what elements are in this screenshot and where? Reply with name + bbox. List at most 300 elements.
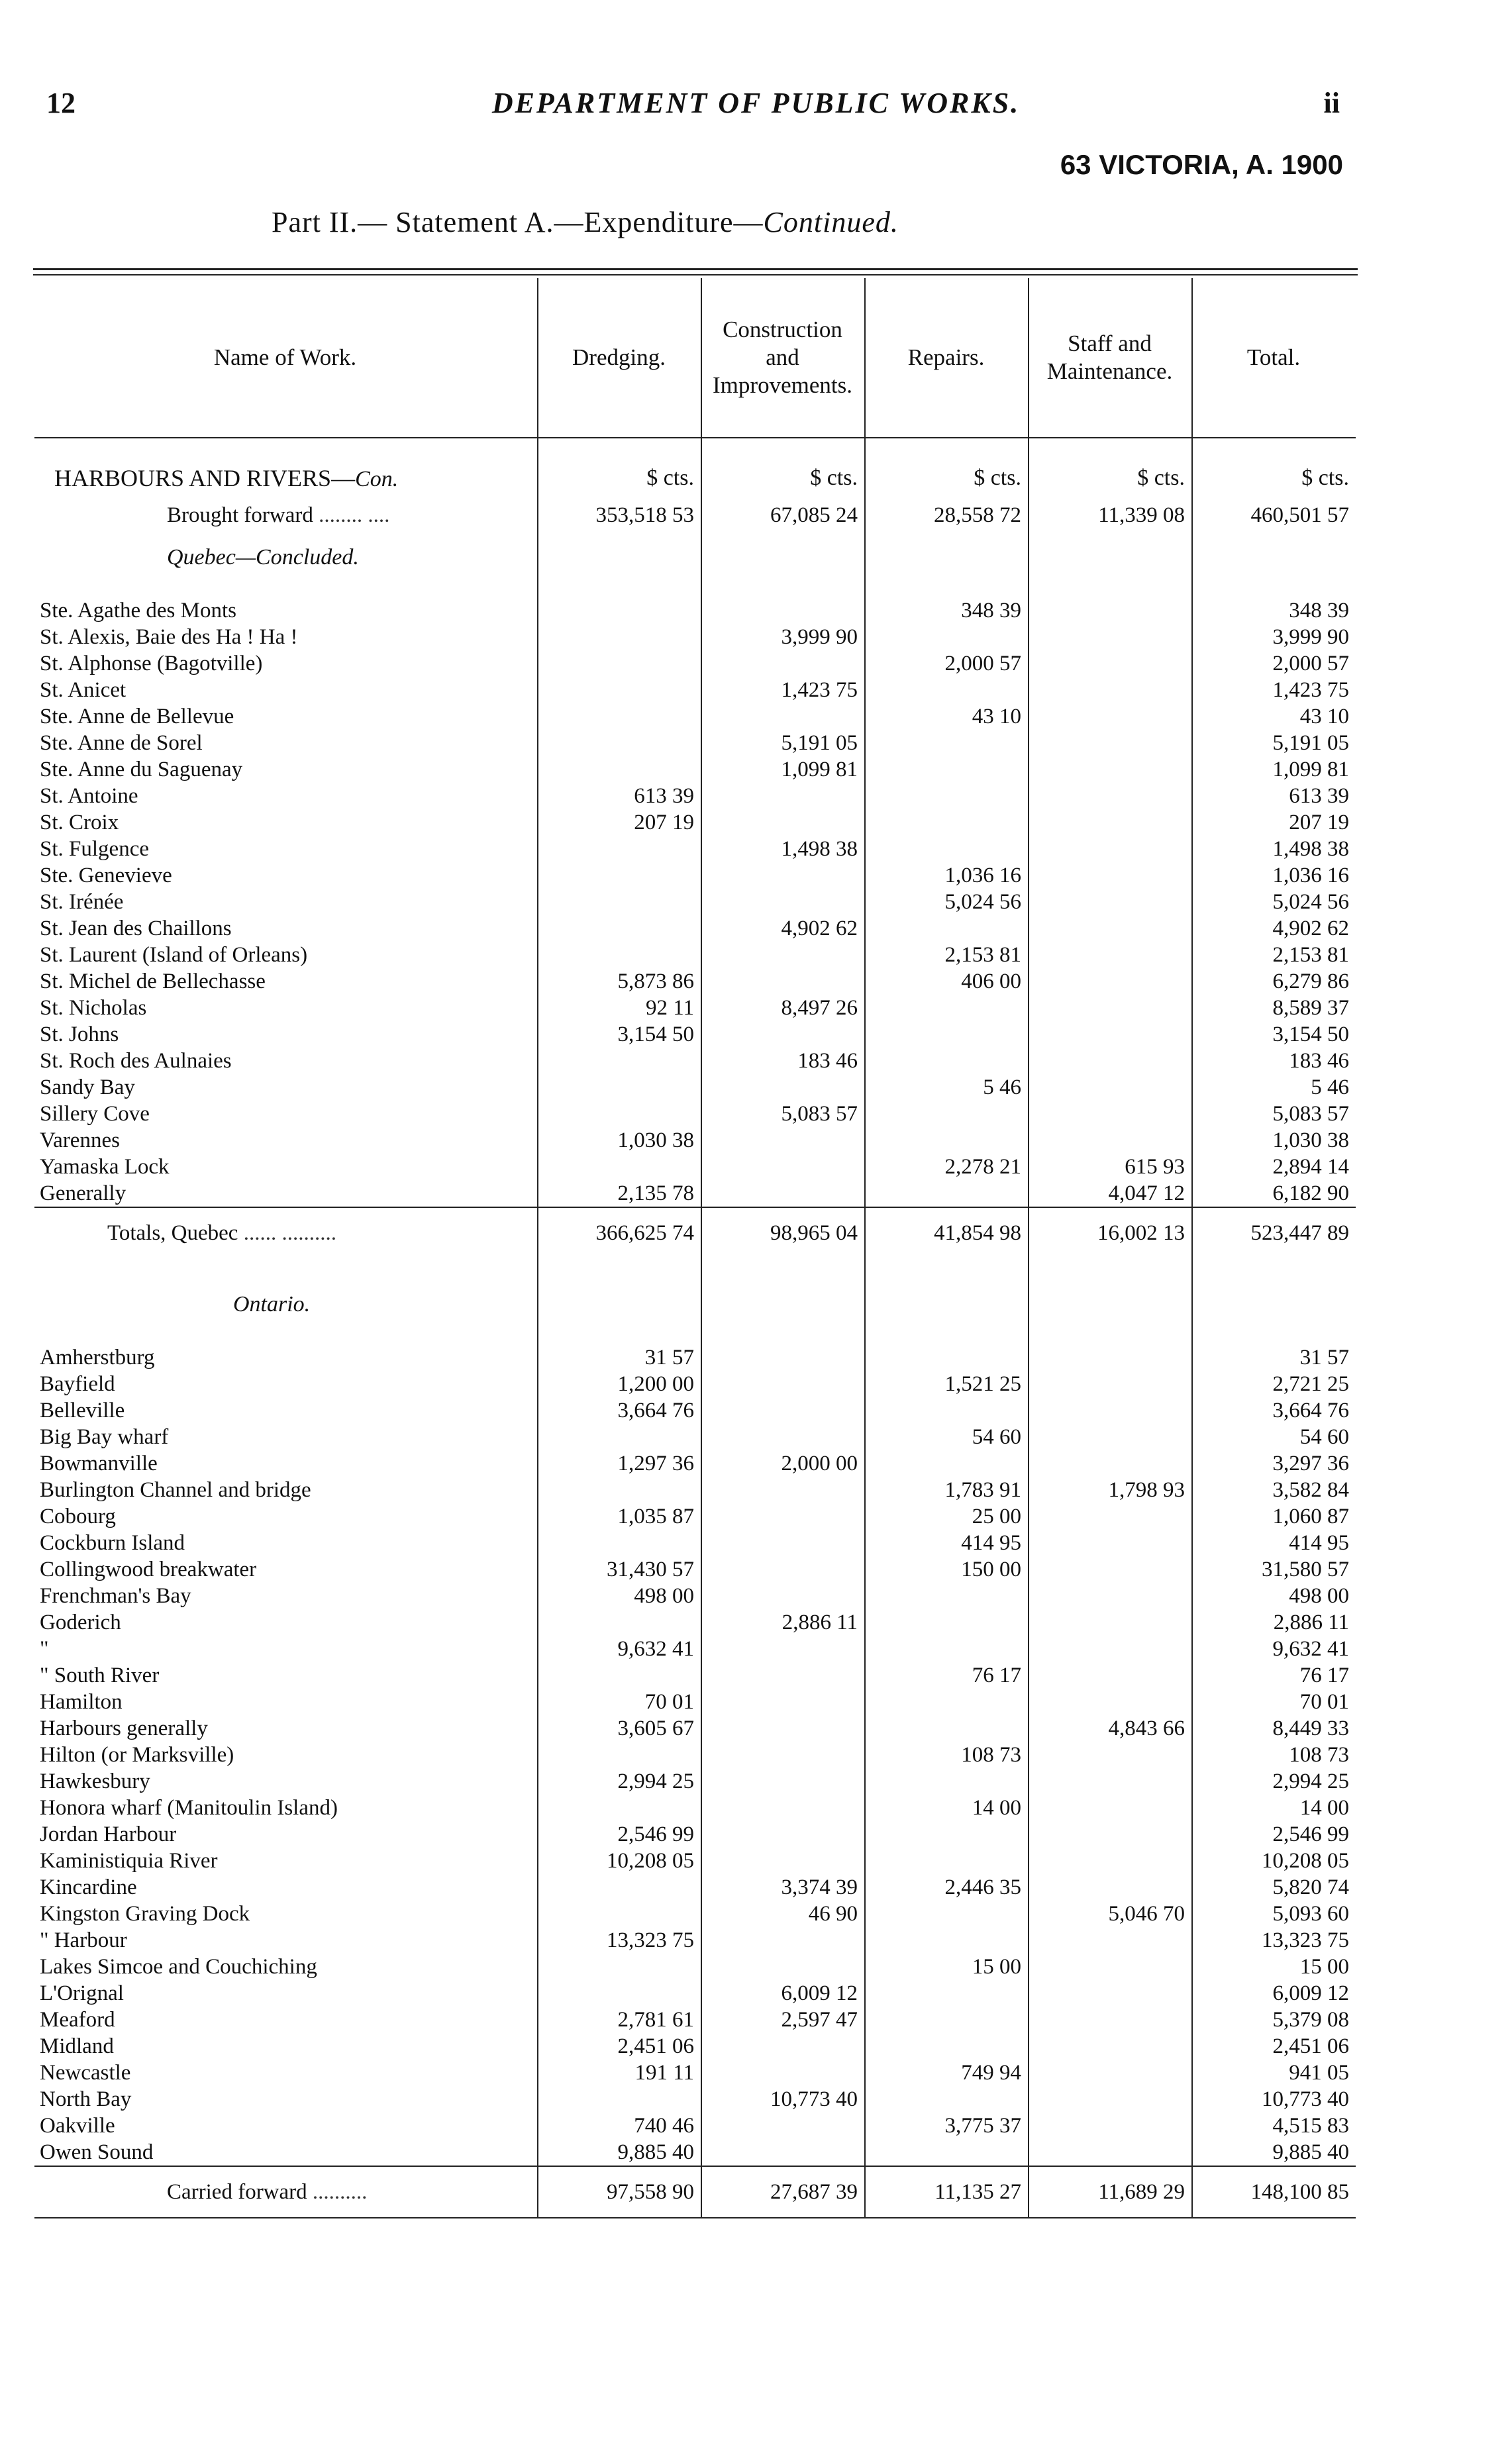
table-row bbox=[34, 2007, 1356, 2033]
table-row bbox=[34, 1742, 1356, 1768]
cell-staff bbox=[1029, 1795, 1192, 1821]
cell-repairs: 2,446 35 bbox=[865, 1874, 1029, 1901]
cell-total: 207 19 bbox=[1192, 809, 1356, 836]
cell-staff bbox=[1029, 1556, 1192, 1583]
work-name: St. Anicet bbox=[40, 678, 126, 702]
brought-forward-label bbox=[34, 502, 538, 528]
cell-repairs: 2,278 21 bbox=[865, 1154, 1029, 1180]
cell-dredging: 191 11 bbox=[538, 2060, 701, 2086]
table-row bbox=[34, 1954, 1356, 1980]
cell-repairs bbox=[865, 1180, 1029, 1207]
cell-dredging bbox=[538, 624, 701, 650]
cell-staff: 16,002 13 bbox=[1029, 1207, 1192, 1258]
brought-forward-text: Brought forward bbox=[167, 503, 313, 527]
cell-repairs bbox=[865, 730, 1029, 756]
cell-dredging: 13,323 75 bbox=[538, 1927, 701, 1954]
col-total: Total. bbox=[1192, 278, 1356, 438]
work-name: " bbox=[40, 1637, 49, 1661]
cell-total: 31,580 57 bbox=[1192, 1556, 1356, 1583]
cell-dredging: 5,873 86 bbox=[538, 968, 701, 995]
top-rule-inner bbox=[33, 274, 1358, 275]
table-row bbox=[34, 650, 1356, 677]
cell-total: 15 00 bbox=[1192, 1954, 1356, 1980]
cell-staff: 615 93 bbox=[1029, 1154, 1192, 1180]
cell-construction bbox=[701, 1715, 865, 1742]
cell-staff bbox=[1029, 1583, 1192, 1609]
cell-construction bbox=[701, 2033, 865, 2060]
cell-dredging: 9,632 41 bbox=[538, 1636, 701, 1662]
cell-construction bbox=[701, 1927, 865, 1954]
cell-dredging: 740 46 bbox=[538, 2113, 701, 2139]
cell-staff bbox=[1029, 1874, 1192, 1901]
cell-total: 76 17 bbox=[1192, 1662, 1356, 1689]
table-row bbox=[34, 1074, 1356, 1101]
table-row bbox=[34, 1768, 1356, 1795]
cell-staff bbox=[1029, 2086, 1192, 2113]
cell-total: 8,449 33 bbox=[1192, 1715, 1356, 1742]
work-name: St. Croix bbox=[40, 811, 119, 834]
table-row bbox=[34, 1556, 1356, 1583]
cell-staff bbox=[1029, 1503, 1192, 1530]
cell-construction bbox=[701, 1768, 865, 1795]
cell-dredging: 31 57 bbox=[538, 1344, 701, 1371]
cell-staff bbox=[1029, 1021, 1192, 1048]
cell-dredging: 498 00 bbox=[538, 1583, 701, 1609]
cell-staff bbox=[1029, 2113, 1192, 2139]
work-name: Yamaska Lock bbox=[40, 1155, 170, 1179]
cell-total: 2,451 06 bbox=[1192, 2033, 1356, 2060]
cell-dredging bbox=[538, 730, 701, 756]
cell-staff bbox=[1029, 1344, 1192, 1371]
units-row bbox=[34, 438, 1356, 502]
table-row bbox=[34, 1662, 1356, 1689]
part-title-text: Part II.— Statement A.—Expenditure— bbox=[272, 206, 764, 238]
cell-construction bbox=[701, 1021, 865, 1048]
table-row bbox=[34, 2033, 1356, 2060]
expenditure-table bbox=[34, 278, 1356, 2218]
cell-total: 4,515 83 bbox=[1192, 2113, 1356, 2139]
cell-total: 3,154 50 bbox=[1192, 1021, 1356, 1048]
cell-repairs bbox=[865, 1821, 1029, 1848]
table-row bbox=[34, 1180, 1356, 1207]
cell-construction: 5,191 05 bbox=[701, 730, 865, 756]
work-name: " Harbour bbox=[40, 1928, 127, 1952]
table-row bbox=[34, 1583, 1356, 1609]
cell-repairs: 76 17 bbox=[865, 1662, 1029, 1689]
table-row bbox=[34, 1450, 1356, 1477]
cell-dredging bbox=[538, 677, 701, 703]
work-name: Sandy Bay bbox=[40, 1075, 135, 1099]
work-name: Collingwood breakwater bbox=[40, 1558, 257, 1581]
table-row bbox=[34, 1048, 1356, 1074]
table-row bbox=[34, 862, 1356, 889]
work-name: North Bay bbox=[40, 2087, 132, 2111]
cell-dredging bbox=[538, 942, 701, 968]
department-heading: DEPARTMENT OF PUBLIC WORKS. bbox=[491, 87, 1021, 119]
work-name: Cockburn Island bbox=[40, 1531, 185, 1555]
work-name: St. Irénée bbox=[40, 890, 124, 914]
cell-total: 2,886 11 bbox=[1192, 1609, 1356, 1636]
cell-repairs bbox=[865, 1609, 1029, 1636]
cell-total: 70 01 bbox=[1192, 1689, 1356, 1715]
cell-repairs bbox=[865, 1689, 1029, 1715]
table-row bbox=[34, 597, 1356, 624]
cell-total: 1,030 38 bbox=[1192, 1127, 1356, 1154]
table-row bbox=[34, 1101, 1356, 1127]
cell-repairs: 11,135 27 bbox=[865, 2166, 1029, 2218]
cell-repairs: 1,521 25 bbox=[865, 1371, 1029, 1397]
cell-repairs bbox=[865, 1344, 1029, 1371]
cell-dredging bbox=[538, 1530, 701, 1556]
cell-construction: 5,083 57 bbox=[701, 1101, 865, 1127]
work-name: St. Johns bbox=[40, 1022, 119, 1046]
table-row bbox=[34, 1980, 1356, 2007]
cell-total: 10,208 05 bbox=[1192, 1848, 1356, 1874]
cell-staff bbox=[1029, 624, 1192, 650]
cell-total: 9,885 40 bbox=[1192, 2139, 1356, 2166]
cell-construction bbox=[701, 809, 865, 836]
cell-dredging bbox=[538, 1424, 701, 1450]
cell-repairs: 41,854 98 bbox=[865, 1207, 1029, 1258]
work-name: St. Alexis, Baie des Ha ! Ha ! bbox=[40, 625, 298, 649]
cell-construction bbox=[701, 2060, 865, 2086]
table-row bbox=[34, 1371, 1356, 1397]
cell-total: 1,498 38 bbox=[1192, 836, 1356, 862]
cell-repairs bbox=[865, 2033, 1029, 2060]
cell-dredging: 2,994 25 bbox=[538, 1768, 701, 1795]
table-row bbox=[34, 1477, 1356, 1503]
cell-repairs: 1,036 16 bbox=[865, 862, 1029, 889]
cell-dredging: 1,035 87 bbox=[538, 1503, 701, 1530]
table-row bbox=[34, 1636, 1356, 1662]
cell-total: 498 00 bbox=[1192, 1583, 1356, 1609]
cell-staff bbox=[1029, 1127, 1192, 1154]
cell-total: 183 46 bbox=[1192, 1048, 1356, 1074]
cell-dredging bbox=[538, 1074, 701, 1101]
cell-repairs: 2,000 57 bbox=[865, 650, 1029, 677]
cell-repairs bbox=[865, 1715, 1029, 1742]
cell-staff bbox=[1029, 889, 1192, 915]
ontario-heading: Ontario. bbox=[233, 1292, 311, 1317]
table-row bbox=[34, 677, 1356, 703]
cell-construction bbox=[701, 1636, 865, 1662]
cell-repairs bbox=[865, 677, 1029, 703]
cell-dredging: 3,664 76 bbox=[538, 1397, 701, 1424]
cell-staff bbox=[1029, 1397, 1192, 1424]
cell-staff bbox=[1029, 1074, 1192, 1101]
col-repairs: Repairs. bbox=[865, 278, 1029, 438]
cell-dredging: 2,135 78 bbox=[538, 1180, 701, 1207]
work-name: Generally bbox=[40, 1181, 126, 1205]
cell-repairs bbox=[865, 1768, 1029, 1795]
cell-staff bbox=[1029, 756, 1192, 783]
cell-total: 2,721 25 bbox=[1192, 1371, 1356, 1397]
cell-construction bbox=[701, 1503, 865, 1530]
cell-staff bbox=[1029, 730, 1192, 756]
unit-label: $ cts. bbox=[701, 438, 865, 502]
roman-numeral: ii bbox=[1323, 87, 1340, 119]
cell-total: 1,060 87 bbox=[1192, 1503, 1356, 1530]
cell-staff bbox=[1029, 2060, 1192, 2086]
cell-construction bbox=[701, 703, 865, 730]
cell-construction: 3,374 39 bbox=[701, 1874, 865, 1901]
cell-construction: 2,886 11 bbox=[701, 1609, 865, 1636]
cell-staff bbox=[1029, 1848, 1192, 1874]
col-staff: Staff and Maintenance. bbox=[1029, 278, 1192, 438]
cell-construction bbox=[701, 862, 865, 889]
table-row bbox=[34, 889, 1356, 915]
cell-total: 613 39 bbox=[1192, 783, 1356, 809]
cell-total: 148,100 85 bbox=[1192, 2166, 1356, 2218]
cell-total: 2,546 99 bbox=[1192, 1821, 1356, 1848]
cell-total: 4,902 62 bbox=[1192, 915, 1356, 942]
cell-total: 414 95 bbox=[1192, 1530, 1356, 1556]
cell-dredging: 353,518 53 bbox=[538, 502, 701, 528]
quebec-totals-label bbox=[34, 1207, 538, 1258]
cell-total: 108 73 bbox=[1192, 1742, 1356, 1768]
work-name: Owen Sound bbox=[40, 2140, 154, 2164]
cell-construction bbox=[701, 1180, 865, 1207]
cell-dredging bbox=[538, 1954, 701, 1980]
table-row bbox=[34, 730, 1356, 756]
cell-staff bbox=[1029, 1689, 1192, 1715]
cell-dredging bbox=[538, 1901, 701, 1927]
cell-dredging bbox=[538, 1662, 701, 1689]
work-name: Belleville bbox=[40, 1399, 125, 1422]
cell-staff bbox=[1029, 703, 1192, 730]
cell-dredging: 2,546 99 bbox=[538, 1821, 701, 1848]
cell-repairs bbox=[865, 1450, 1029, 1477]
work-name: St. Roch des Aulnaies bbox=[40, 1049, 232, 1073]
cell-staff bbox=[1029, 1609, 1192, 1636]
cell-construction: 4,902 62 bbox=[701, 915, 865, 942]
cell-staff: 11,339 08 bbox=[1029, 502, 1192, 528]
cell-repairs bbox=[865, 995, 1029, 1021]
cell-construction bbox=[701, 1074, 865, 1101]
table-row bbox=[34, 1503, 1356, 1530]
cell-repairs: 108 73 bbox=[865, 1742, 1029, 1768]
cell-staff: 5,046 70 bbox=[1029, 1901, 1192, 1927]
cell-repairs bbox=[865, 915, 1029, 942]
cell-repairs bbox=[865, 624, 1029, 650]
cell-staff: 11,689 29 bbox=[1029, 2166, 1192, 2218]
cell-total: 460,501 57 bbox=[1192, 502, 1356, 528]
cell-construction: 1,423 75 bbox=[701, 677, 865, 703]
cell-staff: 4,843 66 bbox=[1029, 1715, 1192, 1742]
cell-total: 2,000 57 bbox=[1192, 650, 1356, 677]
cell-staff bbox=[1029, 1768, 1192, 1795]
brought-forward-row bbox=[34, 502, 1356, 528]
cell-construction: 46 90 bbox=[701, 1901, 865, 1927]
cell-staff bbox=[1029, 650, 1192, 677]
cell-total: 3,664 76 bbox=[1192, 1397, 1356, 1424]
cell-dredging bbox=[538, 703, 701, 730]
table-row bbox=[34, 968, 1356, 995]
cell-repairs: 3,775 37 bbox=[865, 2113, 1029, 2139]
cell-repairs bbox=[865, 1927, 1029, 1954]
session-label: 63 VICTORIA, A. 1900 bbox=[1060, 149, 1343, 180]
table-row bbox=[34, 1901, 1356, 1927]
cell-staff bbox=[1029, 783, 1192, 809]
cell-total: 3,999 90 bbox=[1192, 624, 1356, 650]
quebec-totals-row bbox=[34, 1207, 1356, 1258]
cell-construction bbox=[701, 1662, 865, 1689]
cell-construction bbox=[701, 1556, 865, 1583]
cell-repairs bbox=[865, 1021, 1029, 1048]
cell-construction bbox=[701, 942, 865, 968]
cell-dredging bbox=[538, 1609, 701, 1636]
cell-staff bbox=[1029, 1530, 1192, 1556]
cell-repairs bbox=[865, 1397, 1029, 1424]
table-row bbox=[34, 1715, 1356, 1742]
table-row bbox=[34, 1609, 1356, 1636]
unit-label: $ cts. bbox=[1029, 438, 1192, 502]
work-name: Kingston Graving Dock bbox=[40, 1902, 250, 1926]
cell-dredging: 613 39 bbox=[538, 783, 701, 809]
table-row bbox=[34, 942, 1356, 968]
work-name: Hilton (or Marksville) bbox=[40, 1743, 234, 1767]
cell-construction bbox=[701, 1154, 865, 1180]
work-name: L'Orignal bbox=[40, 1981, 124, 2005]
work-name: St. Alphonse (Bagotville) bbox=[40, 652, 263, 675]
page-number: 12 bbox=[46, 87, 76, 119]
work-name: Lakes Simcoe and Couchiching bbox=[40, 1955, 317, 1979]
cell-dredging bbox=[538, 650, 701, 677]
cell-construction: 8,497 26 bbox=[701, 995, 865, 1021]
cell-repairs: 25 00 bbox=[865, 1503, 1029, 1530]
cell-construction: 2,000 00 bbox=[701, 1450, 865, 1477]
cell-total: 14 00 bbox=[1192, 1795, 1356, 1821]
cell-total: 5,379 08 bbox=[1192, 2007, 1356, 2033]
cell-total: 941 05 bbox=[1192, 2060, 1356, 2086]
cell-staff bbox=[1029, 862, 1192, 889]
cell-total: 8,589 37 bbox=[1192, 995, 1356, 1021]
cell-staff bbox=[1029, 1424, 1192, 1450]
cell-dredging bbox=[538, 862, 701, 889]
table-row bbox=[34, 2113, 1356, 2139]
work-name: St. Fulgence bbox=[40, 837, 149, 861]
cell-construction: 98,965 04 bbox=[701, 1207, 865, 1258]
cell-dredging bbox=[538, 1980, 701, 2007]
cell-staff bbox=[1029, 2007, 1192, 2033]
work-name: Ste. Genevieve bbox=[40, 864, 172, 887]
cell-construction bbox=[701, 1477, 865, 1503]
cell-total: 31 57 bbox=[1192, 1344, 1356, 1371]
cell-dredging: 2,781 61 bbox=[538, 2007, 701, 2033]
section-title-cont: Con. bbox=[355, 467, 399, 491]
cell-construction: 67,085 24 bbox=[701, 502, 865, 528]
table-row bbox=[34, 624, 1356, 650]
work-name: Ste. Anne de Bellevue bbox=[40, 705, 234, 728]
work-name: Hamilton bbox=[40, 1690, 123, 1714]
column-header-row bbox=[34, 278, 1356, 438]
cell-total: 6,009 12 bbox=[1192, 1980, 1356, 2007]
leader-dots: ...... .......... bbox=[238, 1221, 336, 1245]
cell-total: 2,153 81 bbox=[1192, 942, 1356, 968]
work-name: Kaministiquia River bbox=[40, 1849, 218, 1873]
cell-construction bbox=[701, 889, 865, 915]
table-row bbox=[34, 1821, 1356, 1848]
cell-total: 3,297 36 bbox=[1192, 1450, 1356, 1477]
cell-staff bbox=[1029, 1636, 1192, 1662]
table-row bbox=[34, 1154, 1356, 1180]
cell-repairs bbox=[865, 2139, 1029, 2166]
cell-construction bbox=[701, 2139, 865, 2166]
cell-construction: 1,498 38 bbox=[701, 836, 865, 862]
table-row bbox=[34, 915, 1356, 942]
cell-construction bbox=[701, 1397, 865, 1424]
cell-total: 1,423 75 bbox=[1192, 677, 1356, 703]
cell-staff bbox=[1029, 1742, 1192, 1768]
work-name: Burlington Channel and bridge bbox=[40, 1478, 311, 1502]
work-name: St. Antoine bbox=[40, 784, 138, 808]
table-row bbox=[34, 783, 1356, 809]
cell-dredging: 31,430 57 bbox=[538, 1556, 701, 1583]
cell-staff bbox=[1029, 915, 1192, 942]
work-name: Midland bbox=[40, 2034, 114, 2058]
table-row bbox=[34, 1795, 1356, 1821]
cell-dredging: 92 11 bbox=[538, 995, 701, 1021]
cell-total: 2,994 25 bbox=[1192, 1768, 1356, 1795]
cell-staff bbox=[1029, 968, 1192, 995]
table-row bbox=[34, 1848, 1356, 1874]
cell-repairs bbox=[865, 1127, 1029, 1154]
cell-dredging bbox=[538, 1154, 701, 1180]
cell-dredging: 2,451 06 bbox=[538, 2033, 701, 2060]
cell-repairs bbox=[865, 783, 1029, 809]
work-name: Ste. Anne de Sorel bbox=[40, 731, 203, 755]
cell-staff bbox=[1029, 597, 1192, 624]
quebec-heading: Quebec—Concluded. bbox=[167, 545, 359, 570]
cell-dredging bbox=[538, 1101, 701, 1127]
work-name: Big Bay wharf bbox=[40, 1425, 169, 1449]
work-name: Sillery Cove bbox=[40, 1102, 150, 1126]
table-row bbox=[34, 1397, 1356, 1424]
cell-total: 2,894 14 bbox=[1192, 1154, 1356, 1180]
quebec-totals-text: Totals, Quebec bbox=[107, 1221, 238, 1245]
cell-dredging: 10,208 05 bbox=[538, 1848, 701, 1874]
cell-staff bbox=[1029, 1980, 1192, 2007]
cell-dredging: 3,605 67 bbox=[538, 1715, 701, 1742]
cell-total: 54 60 bbox=[1192, 1424, 1356, 1450]
part-title-continued: Continued. bbox=[763, 206, 899, 238]
cell-staff bbox=[1029, 1954, 1192, 1980]
cell-total: 9,632 41 bbox=[1192, 1636, 1356, 1662]
leader-dots: ........ .... bbox=[313, 503, 390, 527]
col-name-of-work: Name of Work. bbox=[213, 344, 357, 370]
cell-dredging: 97,558 90 bbox=[538, 2166, 701, 2218]
cell-dredging: 70 01 bbox=[538, 1689, 701, 1715]
cell-repairs: 348 39 bbox=[865, 597, 1029, 624]
cell-construction bbox=[701, 1344, 865, 1371]
cell-repairs: 749 94 bbox=[865, 2060, 1029, 2086]
cell-repairs: 5,024 56 bbox=[865, 889, 1029, 915]
col-construction: Construction and Improvements. bbox=[701, 278, 865, 438]
work-name: Ste. Anne du Saguenay bbox=[40, 758, 243, 781]
table-row bbox=[34, 2086, 1356, 2113]
cell-construction bbox=[701, 1689, 865, 1715]
cell-construction bbox=[701, 1795, 865, 1821]
quebec-heading-row bbox=[34, 528, 1356, 597]
work-name: " South River bbox=[40, 1664, 160, 1687]
cell-repairs: 414 95 bbox=[865, 1530, 1029, 1556]
cell-dredging bbox=[538, 1874, 701, 1901]
table-row bbox=[34, 1874, 1356, 1901]
table-row bbox=[34, 1127, 1356, 1154]
cell-construction bbox=[701, 783, 865, 809]
work-name: Honora wharf (Manitoulin Island) bbox=[40, 1796, 338, 1820]
work-name: Oakville bbox=[40, 2114, 115, 2138]
